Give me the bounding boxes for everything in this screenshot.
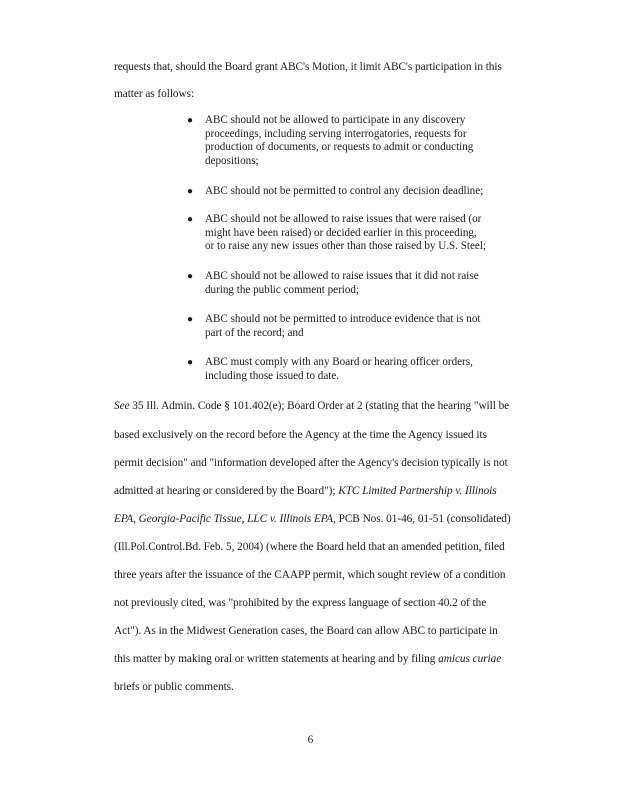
bullet-line: or to raise any new issues other than those raised by U.S. Steel;	[205, 240, 486, 253]
bullet-line: depositions;	[205, 154, 259, 167]
bullet-item-5	[205, 313, 535, 340]
body-line-8: not previously cited, was "prohibited by the express language of section 40.2 of the	[114, 597, 487, 609]
bullet-icon: ●	[187, 314, 194, 325]
body-text: admitted at hearing or considered by the Board");	[114, 485, 339, 497]
case-citation: EPA, Georgia-Pacific Tissue, LLC v. Illinois EPA,	[114, 513, 336, 525]
intro-line-2: matter as follows:	[114, 88, 195, 100]
bullet-line: including those issued to date.	[205, 369, 340, 382]
body-text: PCB Nos. 01-46, 01-51 (consolidated)	[335, 513, 511, 525]
page-number: 6	[307, 734, 314, 746]
body-line-4	[114, 484, 497, 498]
body-line-5	[114, 512, 511, 526]
bullet-line: ABC should not be allowed to raise issues that were raised (or	[205, 213, 482, 225]
body-line-10	[114, 652, 501, 666]
bullet-icon: ●	[187, 186, 194, 197]
bullet-item-2	[205, 185, 535, 199]
signal-see: See	[114, 400, 130, 412]
bullet-line: part of the record; and	[205, 326, 304, 339]
body-text: 35 Ill. Admin. Code § 101.402(e); Board Order at 2 (stating that the hearing "will be	[129, 400, 510, 412]
latin-term: amicus curiae	[438, 653, 502, 665]
body-line-7: three years after the issuance of the CAAPP permit, which sought review of a condition	[114, 569, 506, 581]
bullet-line: ABC should not be allowed to raise issues that it did not raise	[205, 270, 479, 282]
bullet-icon: ●	[187, 214, 194, 225]
bullet-item-3	[205, 213, 535, 254]
bullet-item-1	[205, 114, 535, 168]
bullet-line: production of documents, or requests to admit or conducting	[205, 141, 474, 154]
bullet-item-6	[205, 356, 535, 383]
case-citation: KTC Limited Partnership v. Illinois	[338, 485, 497, 497]
body-line-1	[114, 399, 509, 413]
bullet-icon: ●	[187, 115, 194, 126]
body-text: this matter by making oral or written statements at hearing and by filing	[114, 653, 439, 665]
bullet-line: might have been raised) or decided earlier in this proceeding,	[205, 226, 477, 239]
bullet-line: ABC should not be allowed to participate in any discovery	[205, 114, 466, 126]
body-line-11: briefs or public comments.	[114, 681, 234, 693]
body-line-9: Act"). As in the Midwest Generation cases, the Board can allow ABC to participate in	[114, 625, 498, 637]
bullet-icon: ●	[187, 357, 194, 368]
body-line-6: (Ill.Pol.Control.Bd. Feb. 5, 2004) (where the Board held that an amended petition, filed	[114, 541, 505, 553]
bullet-line: proceedings, including serving interrogatories, requests for	[205, 127, 467, 140]
body-line-3: permit decision" and "information developed after the Agency's decision typically is not	[114, 457, 508, 469]
body-line-2: based exclusively on the record before the Agency at the time the Agency issued its	[114, 429, 487, 441]
intro-line-1: requests that, should the Board grant ABC's Motion, it limit ABC's participation in this	[114, 61, 502, 73]
bullet-line: ABC should not be permitted to introduce evidence that is not	[205, 313, 481, 325]
bullet-line: during the public comment period;	[205, 283, 360, 296]
bullet-item-4	[205, 270, 535, 297]
bullet-line: ABC must comply with any Board or hearing officer orders,	[205, 356, 473, 368]
bullet-icon: ●	[187, 271, 194, 282]
bullet-line: ABC should not be permitted to control any decision deadline;	[205, 185, 484, 197]
